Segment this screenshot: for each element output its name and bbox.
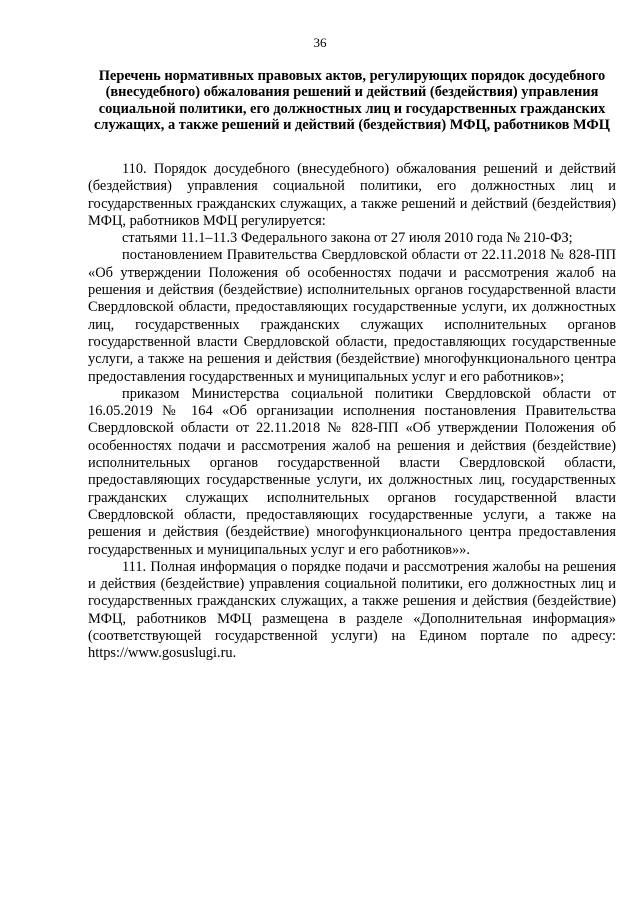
paragraph-111: 111. Полная информация о порядке подачи и рассмотрения жалобы на решения и действия (бездействие) управления социальной политики, его должностных лиц и государственных гражданских служащих, а также решения и действия (бездействие) МФЦ, работников МФЦ размещена в разделе «Дополнительная информация» (соответствующей государственной услуги) на Едином портале по адресу: https://www.gosuslugi.ru. xyxy=(88,558,616,662)
paragraph-110: 110. Порядок досудебного (внесудебного) обжалования решений и действий (бездействия) управления социальной политики, его должностных лиц и государственных гражданских служащих, а также решений и действий (бездействия) МФЦ, работников МФЦ регулируется: xyxy=(88,161,616,229)
page-number: 36 xyxy=(313,35,327,50)
paragraph-federal-law: статьями 11.1–11.3 Федерального закона от 27 июля 2010 года № 210-ФЗ; xyxy=(122,230,573,247)
document-body xyxy=(88,161,616,663)
section-title: Перечень нормативных правовых актов, регулирующих порядок досудебного (внесудебного) обжалования решений и действий (бездействия) управления социальной политики, его должностных лиц и государственных гражданских служащих, а также решений и действий (бездействия) МФЦ, работников МФЦ xyxy=(94,68,610,134)
paragraph-government-resolution: постановлением Правительства Свердловской области от 22.11.2018 № 828-ПП «Об утверждении Положения об особенностях подачи и рассмотрения жалоб на решения и действия (бездействие) исполнительных органов государственной власти Свердловской области, предоставляющих государственные услуги, их должностных лиц, государственных гражданских служащих исполнительных органов государственной власти Свердловской области, предоставляющих государственные услуги, а также на решения и действия (бездействие) многофункционального центра предоставления государственных и муниципальных услуг и его работников»; xyxy=(88,247,616,385)
paragraph-ministry-order: приказом Министерства социальной политики Свердловской области от 16.05.2019 № 164 «Об организации исполнения постановления Правительства Свердловской области от 22.11.2018 № 828-ПП «Об утверждении Положения об особенностях подачи и рассмотрения жалоб на решения и действия (бездействие) исполнительных органов государственной власти Свердловской области, предоставляющих государственные услуги, их должностных лиц, государственных гражданских служащих исполнительных органов государственной власти Свердловской области, предоставляющих государственные услуги, а также на решения и действия (бездействие) многофункционального центра предоставления государственных и муниципальных услуг и его работников»». xyxy=(88,385,616,558)
